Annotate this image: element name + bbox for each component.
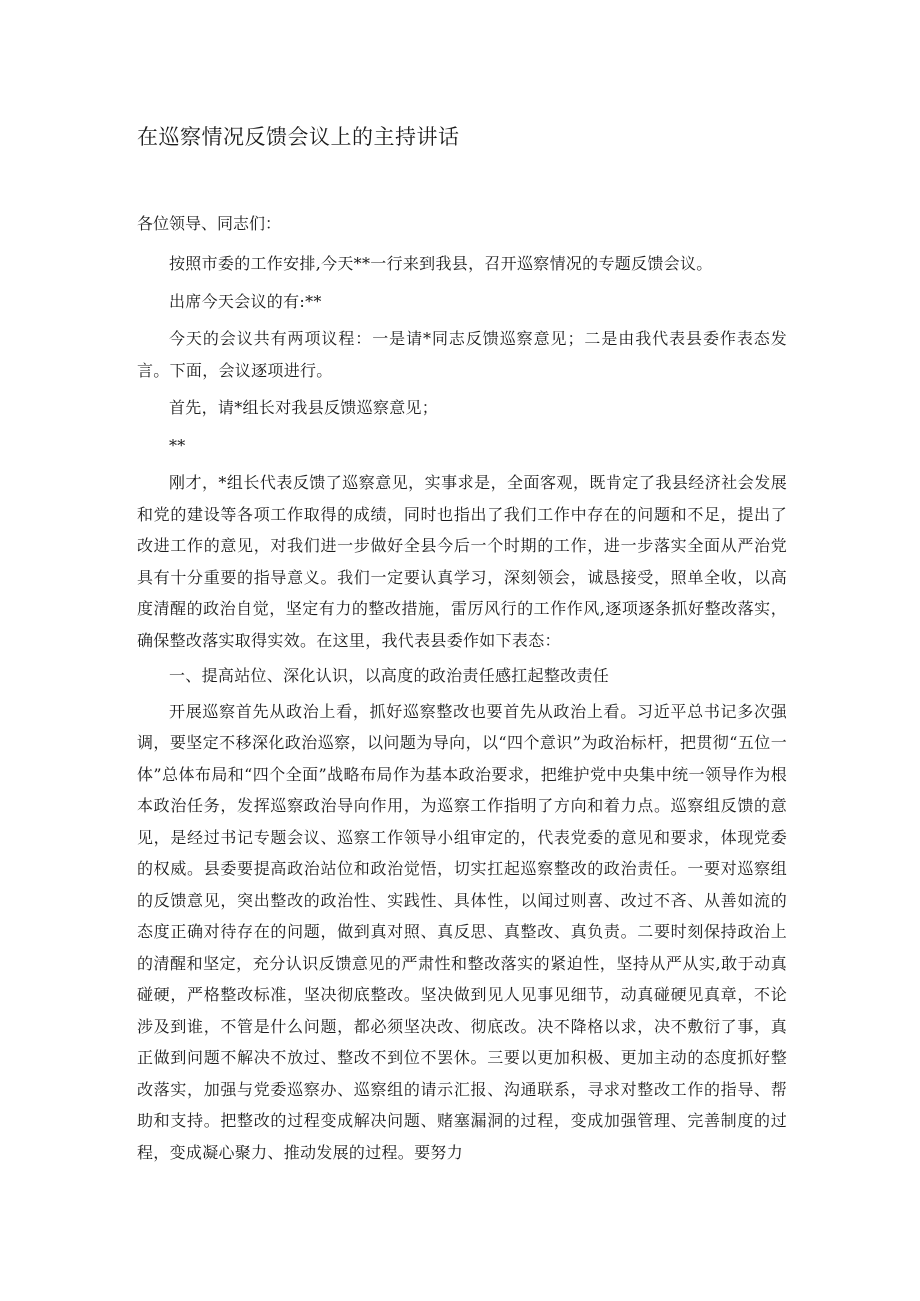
paragraph-first-item: 首先，请*组长对我县反馈巡察意见； xyxy=(169,398,439,417)
paragraph-agenda: 今天的会议共有两项议程：一是请*同志反馈巡察意见；二是由我代表县委作表态发言。下面，会议逐项进行。 xyxy=(137,329,787,380)
paragraph-arrangement: 按照市委的工作安排,今天**一行来到我县，召开巡察情况的专题反馈会议。 xyxy=(169,254,713,273)
section-heading-one: 一、提高站位、深化认识，以高度的政治责任感扛起整改责任 xyxy=(169,666,610,685)
salutation: 各位领导、同志们： xyxy=(137,214,282,233)
paragraph-response: 刚才，*组长代表反馈了巡察意见，实事求是，全面客观，既肯定了我县经济社会发展和党的建设等各项工作取得的成绩，同时也指出了我们工作中存在的问题和不足，提出了改进工作的意见，对我们进一步做好全县今后一个时期的工作，进一步落实全面从严治党具有十分重要的指导意义。我们一定要认真学习，深刻领会，诚恳接受，照单全收，以高度清醒的政治自觉，坚定有力的整改措施，雷厉风行的工作作风,逐项逐条抓好整改落实，确保整改落实取得实效。在这里，我代表县委作如下表态： xyxy=(137,473,787,650)
paragraph-placeholder: ** xyxy=(169,435,186,455)
document-body xyxy=(137,248,787,1174)
paragraph-section-one: 开展巡察首先从政治上看，抓好巡察整改也要首先从政治上看。习近平总书记多次强调，要坚定不移深化政治巡察，以问题为导向，以“四个意识”为政治标杆，把贯彻“五位一体”总体布局和“四个全面”战略布局作为基本政治要求，把维护党中央集中统一领导作为根本政治任务，发挥巡察政治导向作用，为巡察工作指明了方向和着力点。巡察组反馈的意见，是经过书记专题会议、巡察工作领导小组审定的，代表党委的意见和要求，体现党委的权威。县委要提高政治站位和政治觉悟，切实扛起巡察整改的政治责任。一要对巡察组的反馈意见，突出整改的政治性、实践性、具体性，以闻过则喜、改过不吝、从善如流的态度正确对待存在的问题，做到真对照、真反思、真整改、真负责。二要时刻保持政治上的清醒和坚定，充分认识反馈意见的严肃性和整改落实的紧迫性，坚持从严从实,敢于动真碰硬，严格整改标准，坚决彻底整改。坚决做到见人见事见细节，动真碰硬见真章，不论涉及到谁，不管是什么问题，都必须坚决改、彻底改。决不降格以求，决不敷衍了事，真正做到问题不解决不放过、整改不到位不罢休。三要以更加积极、更加主动的态度抓好整改落实，加强与党委巡察办、巡察组的请示汇报、沟通联系，寻求对整改工作的指导、帮助和支持。把整改的过程变成解决问题、赌塞漏洞的过程，变成加强管理、完善制度的过程，变成凝心聚力、推动发展的过程。要努力 xyxy=(137,701,787,1162)
document-title: 在巡察情况反馈会议上的主持讲话 xyxy=(137,125,460,149)
paragraph-attendees: 出席今天会议的有:** xyxy=(169,291,322,311)
